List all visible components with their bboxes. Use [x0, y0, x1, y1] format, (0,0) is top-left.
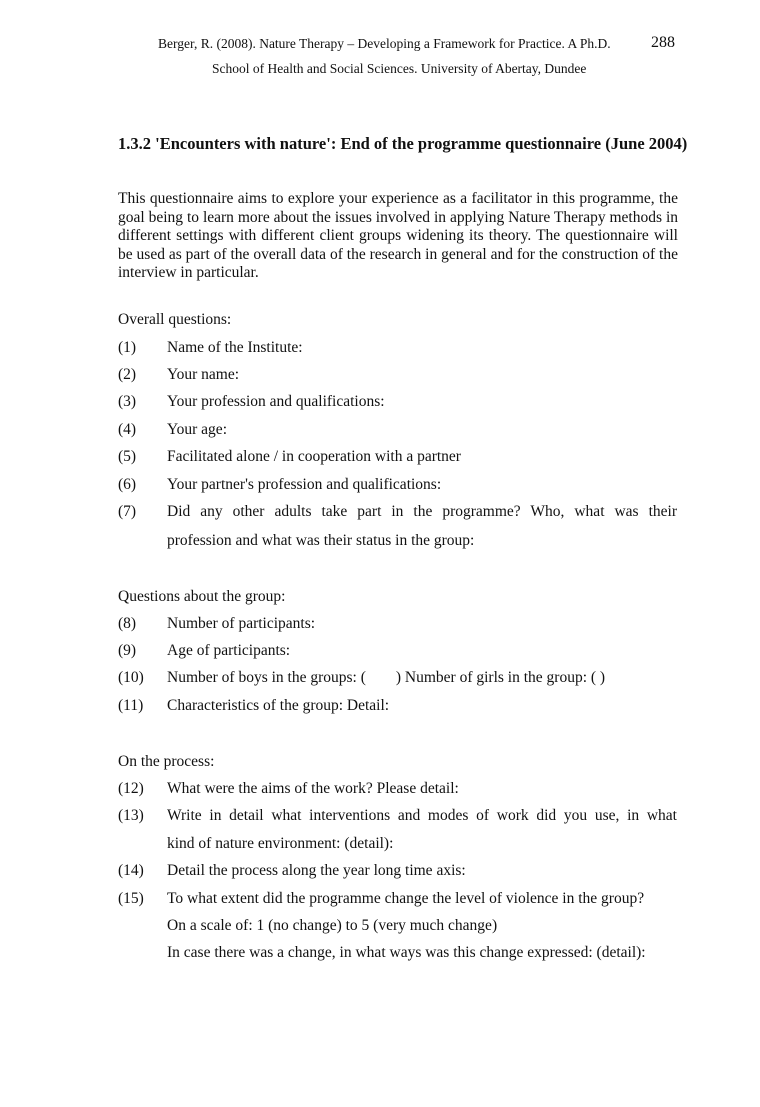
question-number: (6)	[118, 476, 137, 493]
question-number: (11)	[118, 697, 144, 714]
running-header-citation: Berger, R. (2008). Nature Therapy – Developing a Framework for Practice. A Ph.D.	[158, 36, 611, 51]
question-text: Facilitated alone / in cooperation with a partner	[167, 448, 461, 465]
question-number: (1)	[118, 339, 137, 356]
section-heading: 1.3.2 'Encounters with nature': End of the programme questionnaire (June 2004)	[118, 134, 688, 153]
page-number: 288	[651, 34, 675, 51]
question-number: (12)	[118, 780, 144, 797]
question-number: (4)	[118, 421, 137, 438]
question-number: (3)	[118, 393, 137, 410]
question-text: Your profession and qualifications:	[167, 393, 385, 410]
question-text-continued: In case there was a change, in what ways was this change expressed: (detail):	[167, 944, 646, 961]
group-questions-title: Questions about the group:	[118, 588, 286, 605]
overall-questions-title: Overall questions:	[118, 311, 232, 328]
question-text	[167, 669, 605, 687]
question-text-continued: kind of nature environment: (detail):	[167, 835, 394, 852]
question-text: Age of participants:	[167, 642, 291, 659]
question-number: (10)	[118, 669, 144, 686]
question-number: (2)	[118, 366, 137, 383]
running-header-institution: School of Health and Social Sciences. University of Abertay, Dundee	[212, 61, 587, 76]
question-text: Number of participants:	[167, 615, 316, 632]
question-text: Characteristics of the group: Detail:	[167, 697, 390, 714]
question-text: Your age:	[167, 421, 227, 438]
question-text: Name of the Institute:	[167, 339, 303, 356]
question-text-continued: On a scale of: 1 (no change) to 5 (very much change)	[167, 917, 498, 934]
intro-paragraph: This questionnaire aims to explore your experience as a facilitator in this programme, the goal being to learn more about the issues involved in applying Nature Therapy methods in different settings with different client groups widening its theory. The questionnaire will be used as part of the overall data of the research in general and for the construction of the interview in particular.	[118, 190, 678, 281]
question-number: (13)	[118, 807, 144, 824]
process-questions-title: On the process:	[118, 753, 215, 770]
question-text: Write in detail what interventions and modes of work did you use, in what	[167, 807, 677, 824]
question-text: Did any other adults take part in the programme? Who, what was their	[167, 503, 677, 520]
question-text: Detail the process along the year long time axis:	[167, 862, 466, 879]
question-text-continued: profession and what was their status in the group:	[167, 532, 475, 549]
question-number: (15)	[118, 890, 144, 907]
question-number: (7)	[118, 503, 137, 520]
boys-count-label: Number of boys in the groups: (	[167, 669, 366, 686]
question-number: (8)	[118, 615, 137, 632]
question-number: (9)	[118, 642, 137, 659]
question-number: (5)	[118, 448, 137, 465]
question-number: (14)	[118, 862, 144, 879]
girls-count-label: ) Number of girls in the group: ( )	[395, 669, 606, 686]
question-text: What were the aims of the work? Please detail:	[167, 780, 459, 797]
question-text: Your name:	[167, 366, 240, 383]
question-text: Your partner's profession and qualifications:	[167, 476, 442, 493]
question-text: To what extent did the programme change the level of violence in the group?	[167, 890, 645, 907]
